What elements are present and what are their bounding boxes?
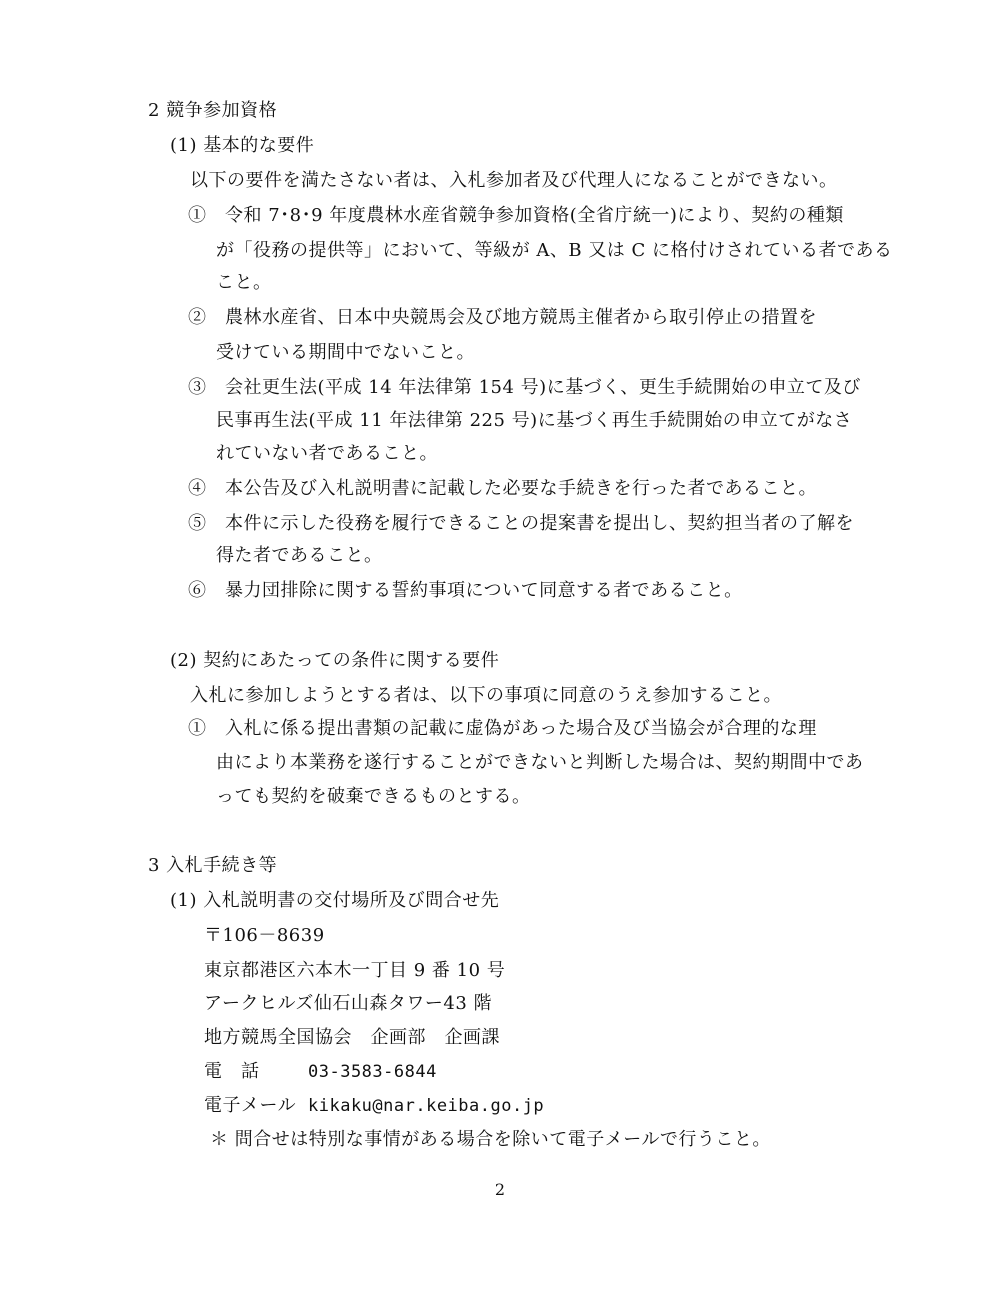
list-item-line: ② 農林水産省、日本中央競馬会及び地方競馬主催者から取引停止の措置を [188, 307, 817, 328]
list-item-line: ⑥ 暴力団排除に関する誓約事項について同意する者であること。 [188, 580, 743, 601]
subsection-3-1-heading: (1) 入札説明書の交付場所及び問合せ先 [170, 890, 500, 911]
phone-number: 03-3583-6844 [308, 1062, 437, 1082]
subsection-2-2-heading: (2) 契約にあたっての条件に関する要件 [170, 650, 500, 671]
list-item-line: ① 入札に係る提出書類の記載に虚偽があった場合及び当協会が合理的な理 [188, 718, 817, 739]
list-item-line: 受けている期間中でないこと。 [216, 342, 475, 363]
list-item-line: こと。 [216, 272, 272, 293]
contact-note: ＊ 問合せは特別な事情がある場合を除いて電子メールで行うこと。 [210, 1129, 771, 1150]
list-item-line: ① 令和 7･8･9 年度農林水産省競争参加資格(全省庁統一)により、契約の種類 [188, 205, 844, 226]
subsection-2-1-intro: 以下の要件を満たさない者は、入札参加者及び代理人になることができない。 [190, 170, 838, 191]
subsection-2-2-intro: 入札に参加しようとする者は、以下の事項に同意のうえ参加すること。 [190, 685, 782, 706]
section-3-heading: 3 入札手続き等 [148, 855, 278, 876]
phone-label: 電 話 [204, 1061, 260, 1082]
email-label: 電子メール [204, 1095, 297, 1116]
page-number: 2 [494, 1180, 506, 1199]
list-item-line: 得た者であること。 [216, 545, 383, 566]
postal-code: 〒106－8639 [204, 925, 325, 946]
list-item-line: っても契約を破棄できるものとする。 [216, 786, 531, 807]
address-line-2: アークヒルズ仙石山森タワー43 階 [204, 993, 493, 1014]
list-item-line: ③ 会社更生法(平成 14 年法律第 154 号)に基づく、更生手続開始の申立て及び [188, 377, 861, 398]
list-item-line: ④ 本公告及び入札説明書に記載した必要な手続きを行った者であること。 [188, 478, 817, 499]
list-item-line: ⑤ 本件に示した役務を履行できることの提案書を提出し、契約担当者の了解を [188, 513, 854, 534]
list-item-line: 民事再生法(平成 11 年法律第 225 号)に基づく再生手続開始の申立てがなさ [216, 410, 853, 431]
address-line-1: 東京都港区六本木一丁目 9 番 10 号 [204, 960, 506, 981]
list-item-line: が「役務の提供等」において、等級が A、B 又は C に格付けされている者である [216, 240, 893, 261]
section-2-heading: 2 競争参加資格 [148, 100, 278, 121]
list-item-line: 由により本業務を遂行することができないと判断した場合は、契約期間中であ [216, 752, 864, 773]
subsection-2-1-heading: (1) 基本的な要件 [170, 135, 315, 156]
list-item-line: れていない者であること。 [216, 443, 438, 464]
organization-name: 地方競馬全国協会 企画部 企画課 [204, 1027, 500, 1048]
email-address[interactable]: kikaku@nar.keiba.go.jp [308, 1096, 545, 1116]
